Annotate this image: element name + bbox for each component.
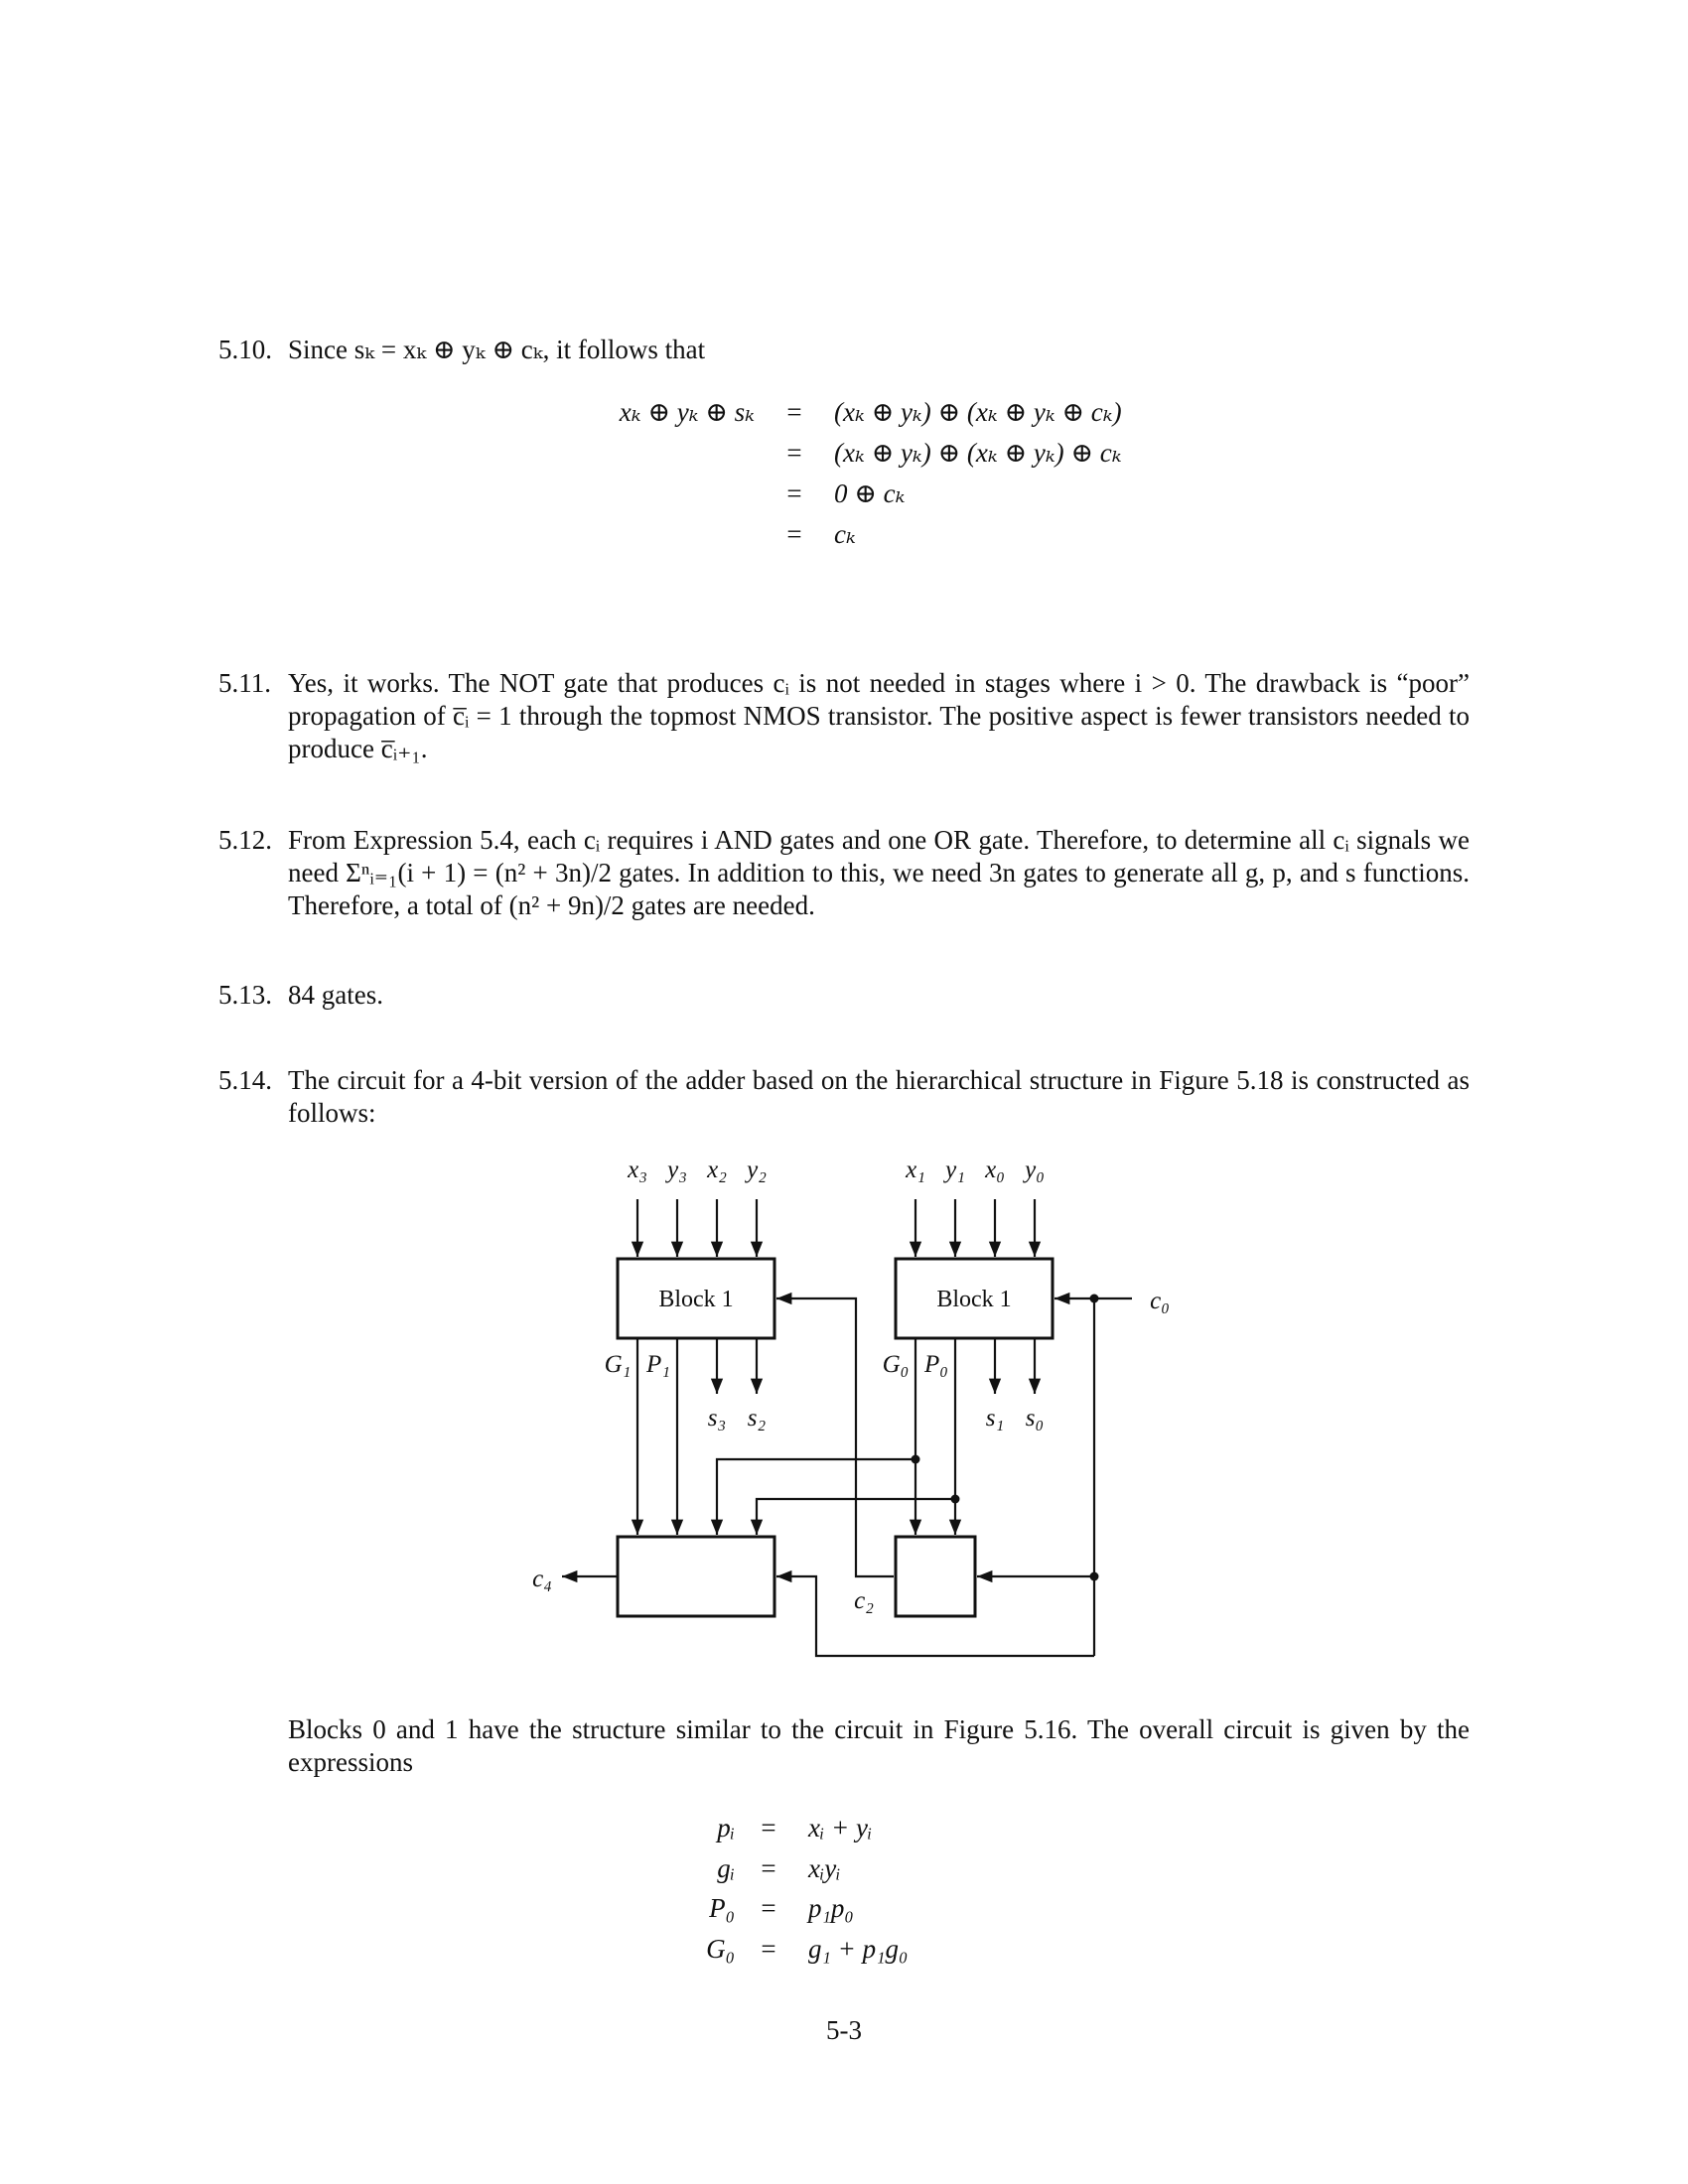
problem-number: 5.11.: [218, 668, 271, 698]
expression-lhs: pᵢ: [717, 1813, 735, 1843]
input-label-x1: x₁: [906, 1157, 925, 1183]
expression-rhs: g₁ + p₁g₀: [808, 1934, 909, 1964]
problem-number: 5.10.: [218, 335, 272, 364]
expression-rhs: xᵢ + yᵢ: [808, 1813, 873, 1843]
equation-rhs: cₖ: [834, 519, 856, 549]
equals-sign: =: [761, 1893, 776, 1923]
label-p0: P₀: [924, 1351, 948, 1378]
carry-block-left: [618, 1537, 774, 1616]
equals-sign: =: [761, 1813, 776, 1843]
problem-text: Yes, it works. The NOT gate that produces cᵢ is not needed in stages where i > 0. The drawback is “poor” propagation of c̅ᵢ = 1 through the topmost NMOS transistor. The positive aspect is fewer transistors needed to produce c̅ᵢ₊₁.: [288, 668, 1470, 763]
input-label-x2: x₂: [707, 1157, 727, 1183]
expression-rhs: p₁p₀: [808, 1893, 854, 1923]
input-label-x0: x₀: [985, 1157, 1005, 1183]
wire-c2: [776, 1298, 894, 1576]
junction-dot: [951, 1495, 960, 1504]
problem-text: 84 gates.: [288, 980, 383, 1010]
input-label-x3: x₃: [628, 1157, 647, 1183]
label-g0: G₀: [882, 1351, 910, 1378]
block-label-left: Block 1: [658, 1287, 734, 1312]
input-label-y2: y₂: [747, 1157, 767, 1183]
equals-sign: =: [761, 1853, 776, 1883]
equals-sign: =: [786, 438, 802, 468]
carry-block-right: [896, 1537, 975, 1616]
problem-text: The circuit for a 4-bit version of the adder based on the hierarchical structure in Figure 5.18 is constructed as follows:: [288, 1065, 1470, 1128]
equals-sign: =: [786, 519, 802, 549]
input-label-y3: y₃: [667, 1157, 687, 1183]
problem-number: 5.14.: [218, 1065, 272, 1095]
wire-g0-branch: [717, 1459, 915, 1535]
expression-lhs: G₀: [706, 1934, 735, 1964]
equals-sign: =: [761, 1934, 776, 1964]
label-c0: c₀: [1150, 1288, 1170, 1314]
label-s0: s₀: [1025, 1405, 1045, 1432]
input-label-y1: y₁: [945, 1157, 965, 1183]
label-s1: s₁: [985, 1405, 1005, 1432]
problem-number: 5.12.: [218, 825, 272, 855]
problem-number: 5.13.: [218, 980, 272, 1010]
equals-sign: =: [786, 478, 802, 508]
junction-dot: [1090, 1295, 1099, 1303]
explanation-text: Blocks 0 and 1 have the structure similar to the circuit in Figure 5.16. The overall circuit is given by the expressions: [288, 1714, 1470, 1777]
junction-dot: [912, 1455, 920, 1464]
label-s3: s₃: [707, 1405, 727, 1432]
equation-rhs: 0 ⊕ cₖ: [834, 478, 906, 508]
label-p1: P₁: [646, 1351, 670, 1378]
problem-text: Since sₖ = xₖ ⊕ yₖ ⊕ cₖ, it follows that: [288, 335, 706, 364]
junction-dot: [1090, 1572, 1099, 1581]
expression-lhs: P₀: [709, 1893, 735, 1923]
input-label-y0: y₀: [1025, 1157, 1045, 1183]
block-label-right: Block 1: [936, 1287, 1012, 1312]
equation-rhs: (xₖ ⊕ yₖ) ⊕ (xₖ ⊕ yₖ ⊕ cₖ): [834, 397, 1122, 427]
label-c4: c₄: [532, 1566, 552, 1592]
equation-rhs: (xₖ ⊕ yₖ) ⊕ (xₖ ⊕ yₖ) ⊕ cₖ: [834, 438, 1122, 468]
page-number: 5-3: [826, 2015, 862, 2045]
label-g1: G₁: [604, 1351, 632, 1378]
problem-text: From Expression 5.4, each cᵢ requires i AND gates and one OR gate. Therefore, to determine all cᵢ signals we need Σⁿᵢ₌₁(i + 1) = (n² + 3n)/2 gates. In addition to this, we need 3n gates to generate all g, p, and s functions. Therefore, a total of (n² + 9n)/2 gates are needed.: [288, 825, 1470, 920]
label-c2: c₂: [854, 1587, 874, 1614]
equation-lhs: xₖ ⊕ yₖ ⊕ sₖ: [619, 397, 755, 427]
figure-explanation: [218, 1713, 1470, 1779]
expression-rhs: xᵢyᵢ: [808, 1853, 841, 1883]
label-s2: s₂: [747, 1405, 767, 1432]
expression-lhs: gᵢ: [717, 1853, 735, 1883]
equals-sign: =: [786, 397, 802, 427]
